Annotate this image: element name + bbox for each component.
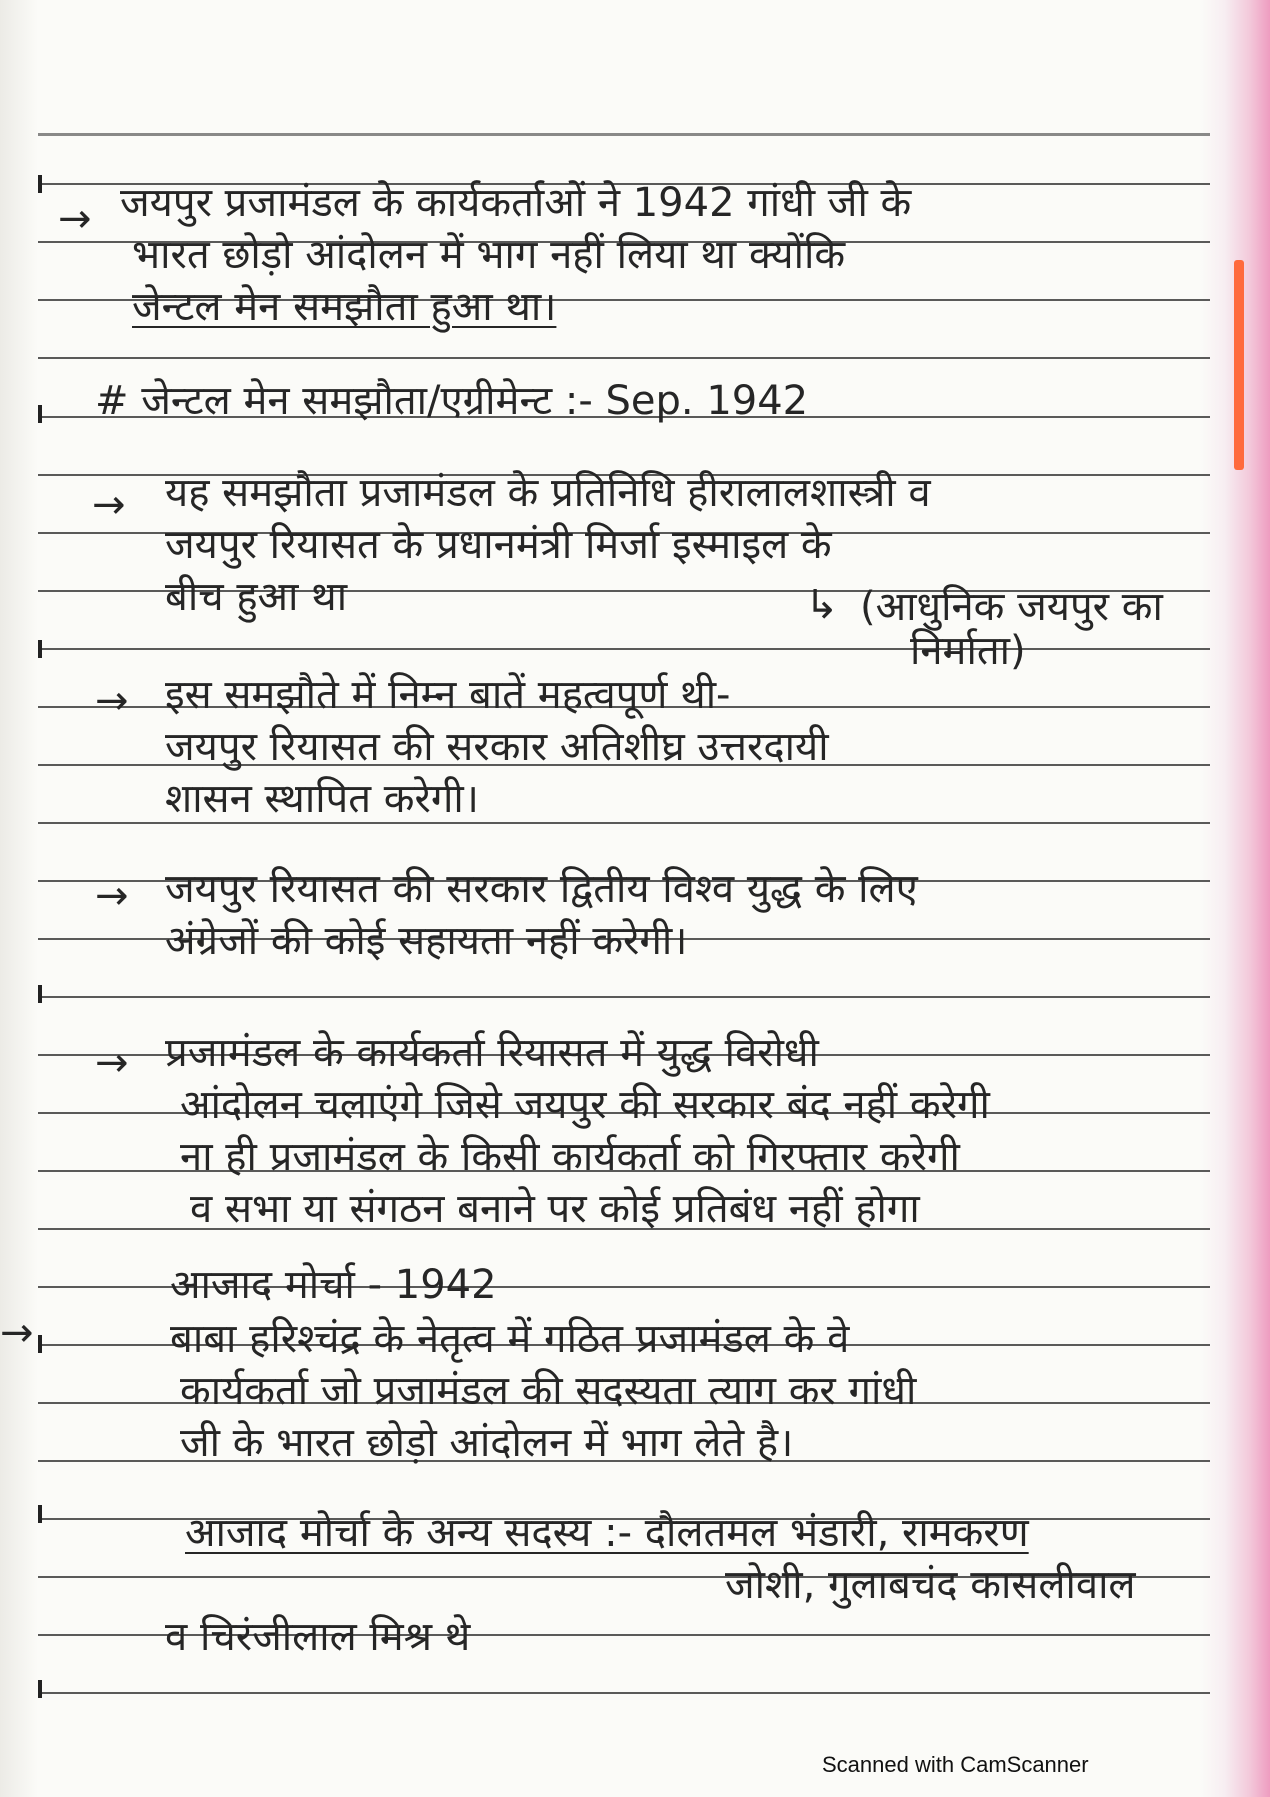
- margin-tick: [38, 1335, 42, 1353]
- margin-tick: [38, 640, 42, 658]
- bullet-arrow-icon: →: [0, 1310, 34, 1356]
- note-line: शासन स्थापित करेगी।: [165, 776, 479, 822]
- sub-arrow-icon: ↳: [805, 582, 839, 628]
- note-line: व सभा या संगठन बनाने पर कोई प्रतिबंध नहीं होगा: [190, 1186, 920, 1232]
- note-line: (आधुनिक जयपुर का: [860, 584, 1163, 630]
- note-line: बीच हुआ था: [165, 574, 348, 620]
- note-line: जयपुर रियासत की सरकार द्वितीय विश्व युद्ध के लिए: [165, 866, 918, 912]
- ruled-line: [38, 1692, 1210, 1694]
- note-line: जयपुर रियासत की सरकार अतिशीघ्र उत्तरदायी: [165, 724, 829, 770]
- note-line: निर्माता): [910, 628, 1026, 674]
- note-line: यह समझौता प्रजामंडल के प्रतिनिधि हीरालालशास्त्री व: [165, 470, 931, 516]
- note-line: आंदोलन चलाएंगे जिसे जयपुर की सरकार बंद नहीं करेगी: [180, 1082, 990, 1128]
- section-heading: आजाद मोर्चा - 1942: [170, 1262, 497, 1308]
- note-line: प्रजामंडल के कार्यकर्ता रियासत में युद्ध विरोधी: [165, 1030, 819, 1076]
- ruled-line: [38, 822, 1210, 824]
- margin-tick: [38, 1505, 42, 1523]
- note-line: आजाद मोर्चा के अन्य सदस्य :- दौलतमल भंडारी, रामकरण: [185, 1510, 1029, 1556]
- bullet-arrow-icon: →: [95, 1040, 129, 1086]
- margin-tick: [38, 1680, 42, 1698]
- margin-tick: [38, 985, 42, 1003]
- note-line: भारत छोड़ो आंदोलन में भाग नहीं लिया था क्योंकि: [132, 232, 846, 278]
- note-line: जयपुर प्रजामंडल के कार्यकर्ताओं ने 1942 गांधी जी के: [120, 180, 912, 226]
- section-heading: # जेन्टल मेन समझौता/एग्रीमेन्ट :- Sep. 1942: [95, 378, 809, 424]
- note-line: ना ही प्रजामंडल के किसी कार्यकर्ता को गिरफ्तार करेगी: [180, 1134, 960, 1180]
- note-line: जोशी, गुलाबचंद कासलीवाल: [725, 1562, 1136, 1608]
- note-line: व चिरंजीलाल मिश्र थे: [165, 1614, 471, 1660]
- note-line: इस समझौते में निम्न बातें महत्वपूर्ण थी-: [165, 672, 731, 718]
- scanner-watermark: Scanned with CamScanner: [822, 1752, 1089, 1777]
- note-line: जयपुर रियासत के प्रधानमंत्री मिर्जा इस्माइल के: [165, 522, 832, 568]
- bullet-arrow-icon: →: [58, 196, 92, 242]
- note-line: बाबा हरिश्चंद्र के नेतृत्व में गठित प्रजामंडल के वे: [170, 1316, 850, 1362]
- ruled-line: [38, 357, 1210, 359]
- margin-tick: [38, 175, 42, 193]
- note-line: कार्यकर्ता जो प्रजामंडल की सदस्यता त्याग कर गांधी: [180, 1368, 917, 1414]
- ruled-line: [38, 133, 1210, 136]
- ruled-line: [38, 648, 1210, 650]
- bullet-arrow-icon: →: [95, 678, 129, 724]
- ruled-line: [38, 996, 1210, 998]
- bullet-arrow-icon: →: [95, 873, 129, 919]
- margin-tick: [38, 405, 42, 423]
- note-line: जी के भारत छोड़ो आंदोलन में भाग लेते है।: [180, 1420, 794, 1466]
- note-line: अंग्रेजों की कोई सहायता नहीं करेगी।: [165, 918, 688, 964]
- bullet-arrow-icon: →: [92, 482, 126, 528]
- note-line: जेन्टल मेन समझौता हुआ था।: [132, 284, 557, 330]
